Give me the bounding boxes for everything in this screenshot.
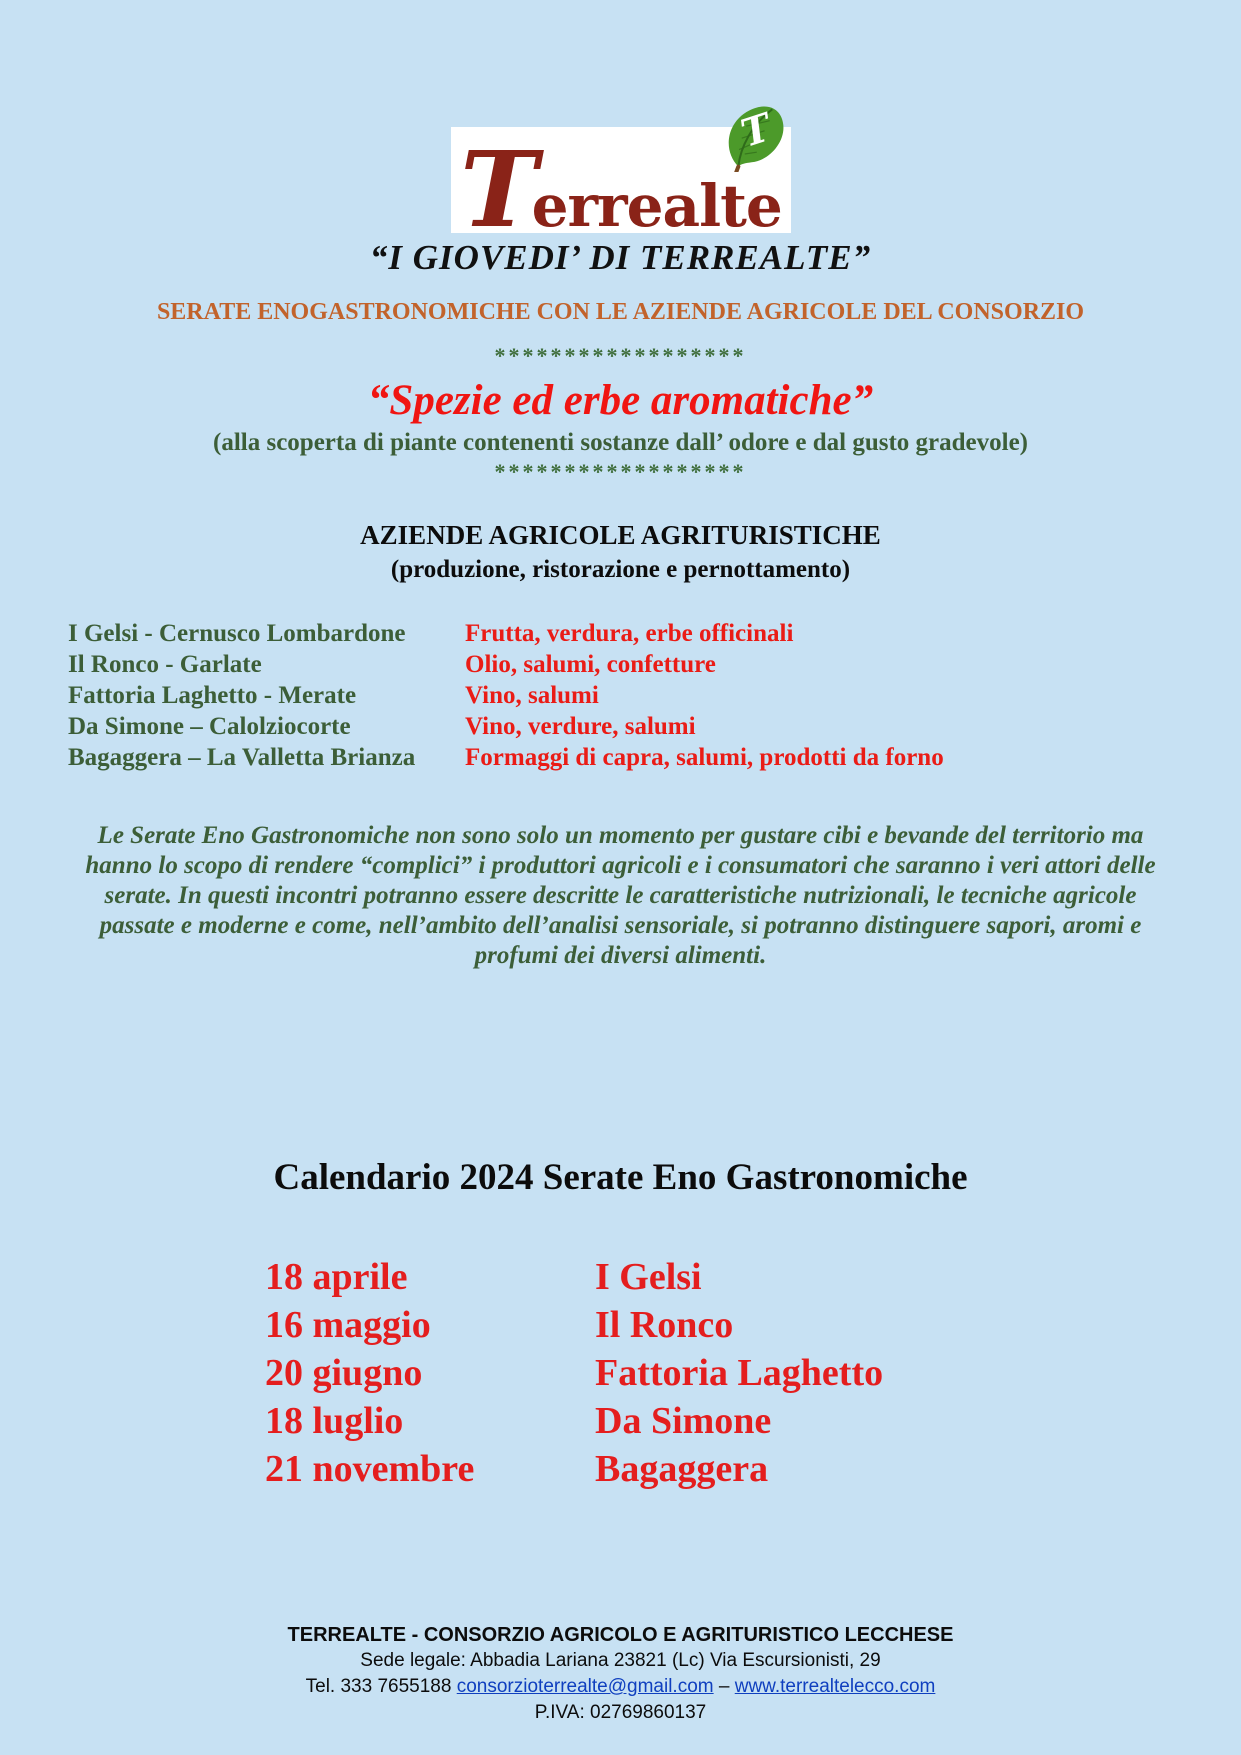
website-link[interactable]: www.terrealtelecco.com xyxy=(734,1676,936,1697)
farm-products: Formaggi di capra, salumi, prodotti da forno xyxy=(465,744,944,771)
leaf-letter: T xyxy=(735,103,777,156)
calendar-title: Calendario 2024 Serate Eno Gastronomiche xyxy=(273,1157,968,1198)
calendar-farm: Da Simone xyxy=(595,1400,772,1442)
calendar-table xyxy=(265,1256,1241,1490)
description-paragraph: Le Serate Eno Gastronomiche non sono solo un momento per gustare cibi e bevande del territorio ma hanno lo scopo di rendere “complici” i produttori agricoli e i consumatori che saranno i veri attori delle serate. In questi incontri potranno essere descritte le caratteristiche nutrizionali, le tecniche agricole passate e moderne e come, nell’ambito dell’analisi sensoriale, si potranno distinguere sapori, aromi e profumi dei diversi alimenti. xyxy=(85,822,1156,969)
footer-org-name: TERREALTE - CONSORZIO AGRICOLO E AGRITURISTICO LECCHESE xyxy=(287,1624,954,1646)
logo-letter-t: T xyxy=(460,127,532,251)
footer xyxy=(0,1622,1241,1726)
stars-divider-bottom: ****************** xyxy=(494,459,747,484)
aziende-subheading: (produzione, ristorazione e pernottamento) xyxy=(390,556,851,583)
calendar-date: 16 maggio xyxy=(265,1304,431,1346)
farm-name: Da Simone – Calolziocorte xyxy=(68,713,351,740)
farm-products: Olio, salumi, confetture xyxy=(465,651,716,678)
farm-products: Frutta, verdura, erbe officinali xyxy=(465,620,794,647)
calendar-farm: I Gelsi xyxy=(595,1256,702,1298)
footer-separator: – xyxy=(713,1676,735,1697)
farm-name: Fattoria Laghetto - Merate xyxy=(68,682,357,709)
farm-name: Bagaggera – La Valletta Brianza xyxy=(68,744,416,771)
calendar-date: 18 luglio xyxy=(265,1400,404,1442)
footer-address: Sede legale: Abbadia Lariana 23821 (Lc) Via Escursionisti, 29 xyxy=(360,1650,881,1671)
logo-wordmark xyxy=(460,103,782,251)
farm-name: Il Ronco - Garlate xyxy=(68,651,262,678)
farm-table xyxy=(68,620,1241,771)
calendar-date: 21 novembre xyxy=(265,1448,475,1490)
event-series-subtitle: SERATE ENOGASTRONOMICHE CON LE AZIENDE AGRICOLE DEL CONSORZIO xyxy=(156,299,1085,325)
aziende-heading: AZIENDE AGRICOLE AGRITURISTICHE xyxy=(360,520,881,550)
logo-rest-text: errealte xyxy=(531,171,782,240)
footer-phone: Tel. 333 7655188 xyxy=(305,1676,457,1697)
terrealte-logo xyxy=(451,103,791,251)
calendar-date: 20 giugno xyxy=(265,1352,423,1394)
farm-products: Vino, salumi xyxy=(465,682,599,709)
email-link[interactable]: consorzioterrealte@gmail.com xyxy=(456,1676,714,1697)
farm-name: I Gelsi - Cernusco Lombardone xyxy=(68,620,406,647)
calendar-farm: Il Ronco xyxy=(595,1304,734,1346)
calendar-date: 18 aprile xyxy=(265,1256,408,1298)
calendar-farm: Bagaggera xyxy=(595,1448,769,1490)
footer-contacts xyxy=(0,1674,1241,1700)
stars-divider-top: ****************** xyxy=(494,343,747,368)
event-subtitle: (alla scoperta di piante contenenti sostanze dall’ odore e dal gusto gradevole) xyxy=(213,429,1028,456)
farm-products: Vino, verdure, salumi xyxy=(465,713,696,740)
calendar-farm: Fattoria Laghetto xyxy=(595,1352,884,1394)
event-title: “Spezie ed erbe aromatiche” xyxy=(367,377,874,424)
footer-piva: P.IVA: 02769860137 xyxy=(534,1702,707,1723)
main-title: “I GIOVEDI’ DI TERREALTE” xyxy=(369,238,872,277)
leaf-icon xyxy=(718,102,792,172)
